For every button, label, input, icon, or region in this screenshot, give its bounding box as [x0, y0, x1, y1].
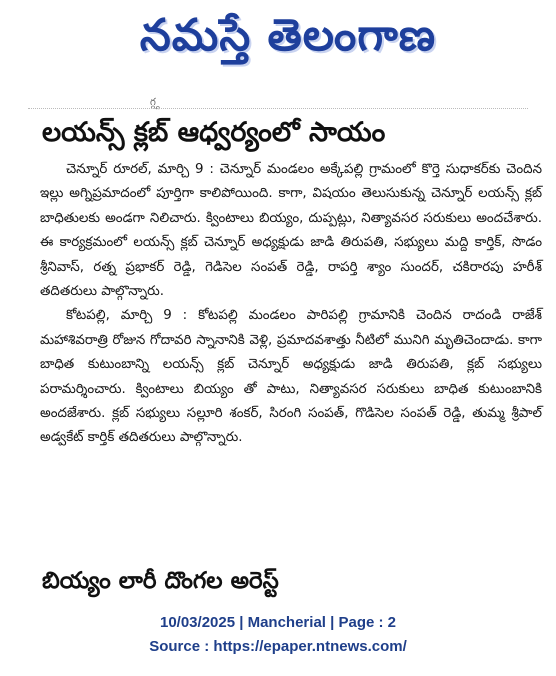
divider: [28, 108, 528, 109]
article-body: [40, 158, 542, 451]
second-article-headline: బియ్యం లారీ దొంగల అరెస్ట్: [42, 568, 279, 594]
footer-date-page: 10/03/2025 | Mancherial | Page : 2: [159, 614, 397, 631]
article-paragraph: చెన్నూర్ రూరల్, మార్చి 9 : చెన్నూర్ మండలం అక్కేపల్లి గ్రామంలో కొర్తె సుధాకర్‌కు చెందిన ఇల్లు అగ్నిప్రమాదంలో పూర్తిగా కాలిపోయింది. కాగా, విషయం తెలుసుకున్న చెన్నూర్ లయన్స్ క్లబ్ బాధితులకు అండగా నిలిచారు. క్వింటాలు బియ్యం, దుప్పట్లు, నిత్యావసర సరుకులు అందచేశారు. ఈ కార్యక్రమంలో లయన్స్ క్లబ్ చెన్నూర్ అధ్యక్షుడు జాడి తిరుపతి, సభ్యులు మద్ది కార్తిక్, సొడం శ్రీనివాస్, రత్న ప్రభాకర్ రెడ్డి, గెడిసెల సంపత్ రెడ్డి, రాపర్తి శ్యాం సుందర్, చకిరారపు హరీశ్ తదితరులు పాల్గొన్నారు.: [40, 162, 542, 300]
footer-source: Source : https://epaper.ntnews.com/: [149, 638, 407, 655]
masthead-logo: నమస్తే తెలంగాణ: [139, 10, 437, 61]
article-headline: లయన్స్ క్లబ్ ఆధ్వర్యంలో సాయం: [42, 117, 386, 148]
article-paragraph: కోటపల్లి, మార్చి 9 : కోటపల్లి మండలం పారిపల్లి గ్రామానికి చెందిన రాదండి రాజేశ్ మహాశివరాత్రి రోజున గోదావరి స్నానానికి వెళ్లి, ప్రమాదవశాత్తు నీటిలో మునిగి మృతిచెందాడు. కాగా బాధిత కుటుంబాన్ని లయన్స్ క్లబ్ చెన్నూర్ అధ్యక్షుడు జాడి తిరుపతి, క్లబ్ సభ్యులు పరామర్శించారు. క్వింటాలు బియ్యం తో పాటు, నిత్యావసర సరుకులు బాధిత కుటుంబానికి అందజేశారు. క్లబ్ సభ్యులు సల్లూరి శంకర్, సిరంగి సంపత్, గొడిసెల సంపత్ రెడ్డి, తుమ్మ శ్రీపాల్ అడ్వకేట్ కార్తిక్ తదితరులు పాల్గొన్నారు.: [40, 308, 542, 446]
cropped-text-fragment: గ్గ్గ: [150, 97, 160, 108]
